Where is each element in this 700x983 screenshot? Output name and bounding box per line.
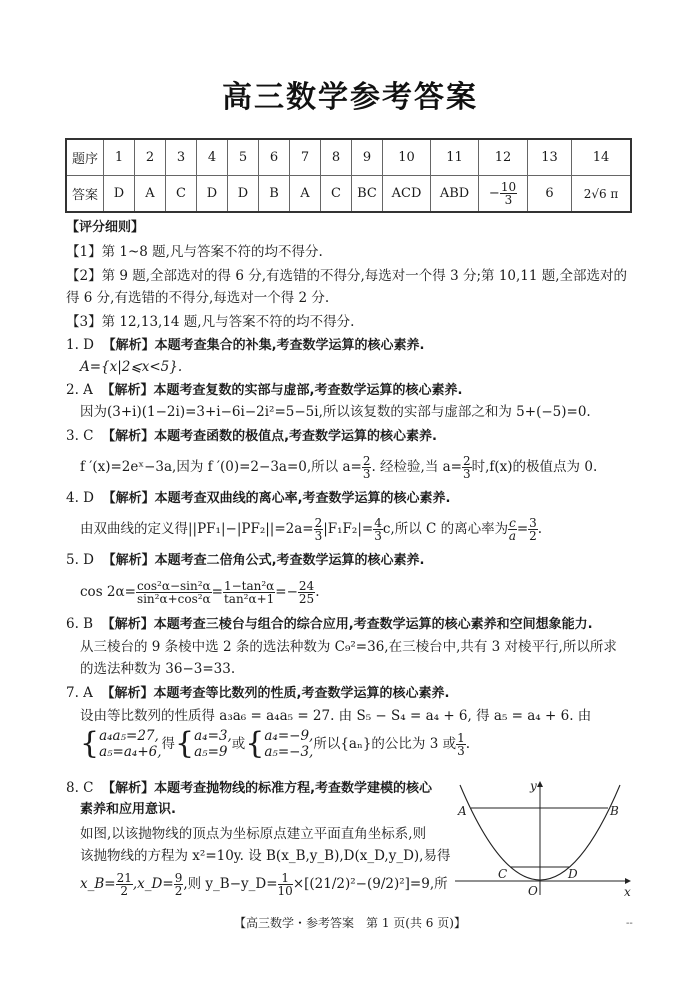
numerator: c bbox=[509, 516, 516, 530]
table-cell: C bbox=[321, 176, 352, 213]
solution-tag: 【解析】本题考查等比数列的性质,考查数学运算的核心素养. bbox=[101, 686, 450, 701]
table-cell: B bbox=[259, 176, 290, 213]
table-cell: 7 bbox=[290, 139, 321, 176]
text: x_B= bbox=[80, 876, 116, 892]
table-cell: 6 bbox=[528, 176, 572, 213]
table-cell: 14 bbox=[572, 139, 632, 176]
system-row: a₅=a₄+6, bbox=[99, 744, 162, 760]
text: 所以{aₙ}的公比为 3 或 bbox=[313, 736, 457, 752]
solution-tag: 【解析】本题考查函数的极值点,考查数学运算的核心素养. bbox=[102, 429, 437, 444]
system-row: a₄=−9, bbox=[264, 728, 314, 744]
text: ×[(21/2)²−(9/2)²]=9,所 bbox=[292, 876, 448, 892]
table-cell: 2 bbox=[135, 139, 166, 176]
solution-id: 6. B bbox=[66, 616, 94, 632]
table-cell-fraction bbox=[479, 176, 528, 213]
text: f ′(x)=2eˣ−3a,因为 f ′(0)=2−3a=0,所以 a= bbox=[80, 459, 362, 475]
scoring-heading: 【评分细则】 bbox=[66, 220, 145, 235]
table-cell: 8 bbox=[321, 139, 352, 176]
table-cell: 3 bbox=[166, 139, 197, 176]
denominator: 3 bbox=[457, 743, 465, 758]
solution-line: 该抛物线的方程为 x²=10y. 设 B(x_B,y_B),D(x_D,y_D),易得 bbox=[80, 848, 451, 864]
solution-line: 从三棱台的 9 条棱中选 2 条的选法种数为 C₉²=36,在三棱台中,共有 3 对棱平行,所以所求 bbox=[80, 639, 617, 655]
solution-2-header bbox=[66, 380, 462, 401]
solution-line: 的选法种数为 36−3=33. bbox=[80, 661, 236, 677]
text: . bbox=[537, 521, 543, 537]
solution-id: 7. A bbox=[66, 685, 93, 701]
numerator: 10 bbox=[500, 180, 517, 194]
solution-tag: 【解析】本题考查抛物线的标准方程,考查数学建模的核心 bbox=[102, 781, 433, 796]
solution-line bbox=[80, 872, 448, 897]
solution-id: 5. D bbox=[66, 552, 94, 568]
numerator: 24 bbox=[298, 579, 315, 593]
denominator: 2 bbox=[529, 529, 537, 543]
denominator: sin²α+cos²α bbox=[136, 592, 211, 606]
equation-system bbox=[80, 728, 470, 760]
label-a: A bbox=[458, 804, 467, 818]
solution-id: 2. A bbox=[66, 382, 93, 398]
solution-line bbox=[80, 580, 319, 605]
numerator: 4 bbox=[374, 516, 382, 530]
fraction bbox=[136, 580, 212, 605]
label-x: x bbox=[624, 885, 631, 899]
text: ,则 y_B−y_D= bbox=[183, 876, 278, 892]
page-footer: 【高三数学・参考答案 第 1 页(共 6 页)】 bbox=[234, 916, 466, 930]
table-cell: D bbox=[104, 176, 135, 213]
system-row: a₄a₅=27, bbox=[99, 728, 159, 744]
row-label: 答案 bbox=[66, 176, 104, 213]
table-cell: A bbox=[290, 176, 321, 213]
table-cell: 9 bbox=[352, 139, 383, 176]
text: 由双曲线的定义得||PF₁|−|PF₂||=2a= bbox=[80, 521, 314, 537]
denominator: 2 bbox=[174, 884, 183, 898]
brace: { bbox=[245, 726, 265, 761]
solution-tag: 【解析】本题考查双曲线的离心率,考查数学运算的核心素养. bbox=[102, 491, 451, 506]
solution-line: 设由等比数列的性质得 a₃a₆ = a₄a₅ = 27. 由 S₅ − S₄ = a₄ + 6, 得 a₅ = a₄ + 6. 由 bbox=[80, 708, 592, 724]
solution-3-header bbox=[66, 426, 437, 447]
solution-line: 如图,以该抛物线的顶点为坐标原点建立平面直角坐标系,则 bbox=[80, 826, 427, 842]
solution-tag: 【解析】本题考查集合的补集,考查数学运算的核心素养. bbox=[102, 338, 425, 353]
text: . bbox=[465, 736, 471, 752]
scoring-rule: 得 6 分,有选错的不得分,每选对一个得 2 分. bbox=[66, 290, 330, 306]
solution-system bbox=[80, 728, 470, 760]
solution-6-header bbox=[66, 614, 593, 635]
text: |F₁F₂|= bbox=[323, 521, 374, 537]
fraction bbox=[456, 732, 466, 757]
row-label: 题序 bbox=[66, 139, 104, 176]
text: 时,f(x)的极值点为 0. bbox=[471, 459, 598, 475]
table-cell: A bbox=[135, 176, 166, 213]
denominator: a bbox=[508, 529, 517, 543]
table-cell: BC bbox=[352, 176, 383, 213]
text: cos 2α= bbox=[80, 584, 136, 600]
fraction bbox=[362, 455, 372, 480]
scoring-rule: 【2】第 9 题,全部选对的得 6 分,有选错的不得分,每选对一个得 3 分;第 10,11 题,全部选对的 bbox=[66, 268, 628, 284]
text: ,x_D= bbox=[132, 876, 174, 892]
fraction bbox=[373, 517, 383, 542]
table-row-questions bbox=[66, 139, 631, 176]
table-cell: 11 bbox=[431, 139, 479, 176]
system-row: a₅=−3, bbox=[264, 744, 314, 760]
label-d: D bbox=[568, 867, 578, 881]
solution-tag-cont: 素养和应用意识. bbox=[80, 802, 176, 817]
solution-line: A={x|2⩽x<5}. bbox=[80, 359, 183, 375]
scoring-rule: 【3】第 12,13,14 题,凡与答案不符的均不得分. bbox=[66, 314, 355, 330]
system-row: a₅=9 bbox=[194, 744, 228, 760]
footer-mark: -- bbox=[626, 918, 633, 929]
fraction bbox=[462, 455, 472, 480]
solution-1-header bbox=[66, 335, 424, 356]
system-rows bbox=[194, 728, 232, 760]
fraction bbox=[508, 517, 517, 542]
denominator: 3 bbox=[462, 467, 471, 481]
fraction bbox=[314, 517, 324, 542]
solution-5-header bbox=[66, 550, 424, 571]
solution-id: 1. D bbox=[66, 337, 94, 353]
label-o: O bbox=[528, 884, 538, 898]
system-rows bbox=[99, 728, 161, 760]
text: c,所以 C 的离心率为 bbox=[382, 521, 509, 537]
fraction bbox=[174, 872, 184, 897]
text: = bbox=[516, 521, 529, 537]
solution-line bbox=[80, 455, 597, 480]
parabola-figure bbox=[440, 770, 640, 900]
table-cell: 12 bbox=[479, 139, 528, 176]
fraction bbox=[278, 872, 293, 897]
fraction bbox=[500, 181, 517, 206]
label-c: C bbox=[498, 867, 508, 881]
denominator: 3 bbox=[504, 193, 513, 207]
brace: { bbox=[80, 726, 100, 761]
solution-id: 4. D bbox=[66, 490, 94, 506]
numerator: 2 bbox=[314, 516, 323, 530]
text: . 经检验,当 a= bbox=[371, 459, 462, 475]
page-title: 高三数学参考答案 bbox=[222, 80, 478, 115]
text: 得 bbox=[161, 736, 176, 752]
table-cell: 13 bbox=[528, 139, 572, 176]
answer-table bbox=[65, 138, 632, 213]
denominator: 3 bbox=[314, 529, 323, 543]
fraction bbox=[116, 872, 133, 897]
table-cell: D bbox=[228, 176, 259, 213]
text: = bbox=[211, 584, 223, 600]
numerator: 1−tan²α bbox=[223, 579, 275, 593]
label-y: y bbox=[530, 779, 537, 793]
numerator: 3 bbox=[529, 516, 537, 530]
scoring-rule: 【1】第 1~8 题,凡与答案不符的均不得分. bbox=[66, 244, 323, 260]
table-cell: 1 bbox=[104, 139, 135, 176]
numerator: 21 bbox=[116, 871, 132, 885]
solution-8-header bbox=[66, 778, 432, 799]
table-cell: D bbox=[197, 176, 228, 213]
text: . bbox=[315, 584, 320, 600]
solution-line: 因为(3+i)(1−2i)=3+i−6i−2i²=5−5i,所以该复数的实部与虚部之和为 5+(−5)=0. bbox=[80, 404, 591, 420]
text: 或 bbox=[231, 736, 246, 752]
solution-tag: 【解析】本题考查复数的实部与虚部,考查数学运算的核心素养. bbox=[101, 383, 463, 398]
denominator: 2 bbox=[120, 884, 129, 898]
numerator: 2 bbox=[362, 454, 371, 468]
text: =− bbox=[275, 584, 298, 600]
solution-7-header bbox=[66, 683, 449, 704]
table-row-answers bbox=[66, 176, 631, 213]
sign: − bbox=[488, 186, 500, 201]
table-cell: 6 bbox=[259, 139, 290, 176]
denominator: 3 bbox=[374, 529, 382, 543]
solution-4-header bbox=[66, 488, 450, 509]
table-cell: 4 bbox=[197, 139, 228, 176]
table-cell: 2√6 π bbox=[572, 176, 632, 213]
label-b: B bbox=[610, 804, 619, 818]
denominator: 3 bbox=[362, 467, 371, 481]
numerator: 1 bbox=[278, 872, 293, 885]
table-cell: 10 bbox=[383, 139, 431, 176]
solution-tag: 【解析】本题考查二倍角公式,考查数学运算的核心素养. bbox=[102, 553, 425, 568]
numerator: cos²α−sin²α bbox=[136, 579, 211, 593]
table-cell: ABD bbox=[431, 176, 479, 213]
solution-tag: 【解析】本题考查三棱台与组合的综合应用,考查数学运算的核心素养和空间想象能力. bbox=[101, 617, 593, 632]
fraction bbox=[298, 580, 315, 605]
denominator: 25 bbox=[298, 592, 315, 606]
system-row: a₄=3, bbox=[194, 728, 232, 744]
denominator: tan²α+1 bbox=[223, 592, 275, 606]
table-cell: ACD bbox=[383, 176, 431, 213]
numerator: 2 bbox=[462, 454, 471, 468]
numerator: 9 bbox=[174, 871, 183, 885]
fraction bbox=[528, 517, 538, 542]
table-cell: C bbox=[166, 176, 197, 213]
numerator: 1 bbox=[457, 730, 465, 745]
table-cell: 5 bbox=[228, 139, 259, 176]
system-rows bbox=[264, 728, 313, 760]
brace: { bbox=[175, 726, 195, 761]
solution-id: 8. C bbox=[66, 780, 94, 796]
fraction bbox=[223, 580, 275, 605]
denominator: 10 bbox=[277, 884, 293, 898]
solution-id: 3. C bbox=[66, 428, 94, 444]
solution-line bbox=[80, 517, 542, 542]
